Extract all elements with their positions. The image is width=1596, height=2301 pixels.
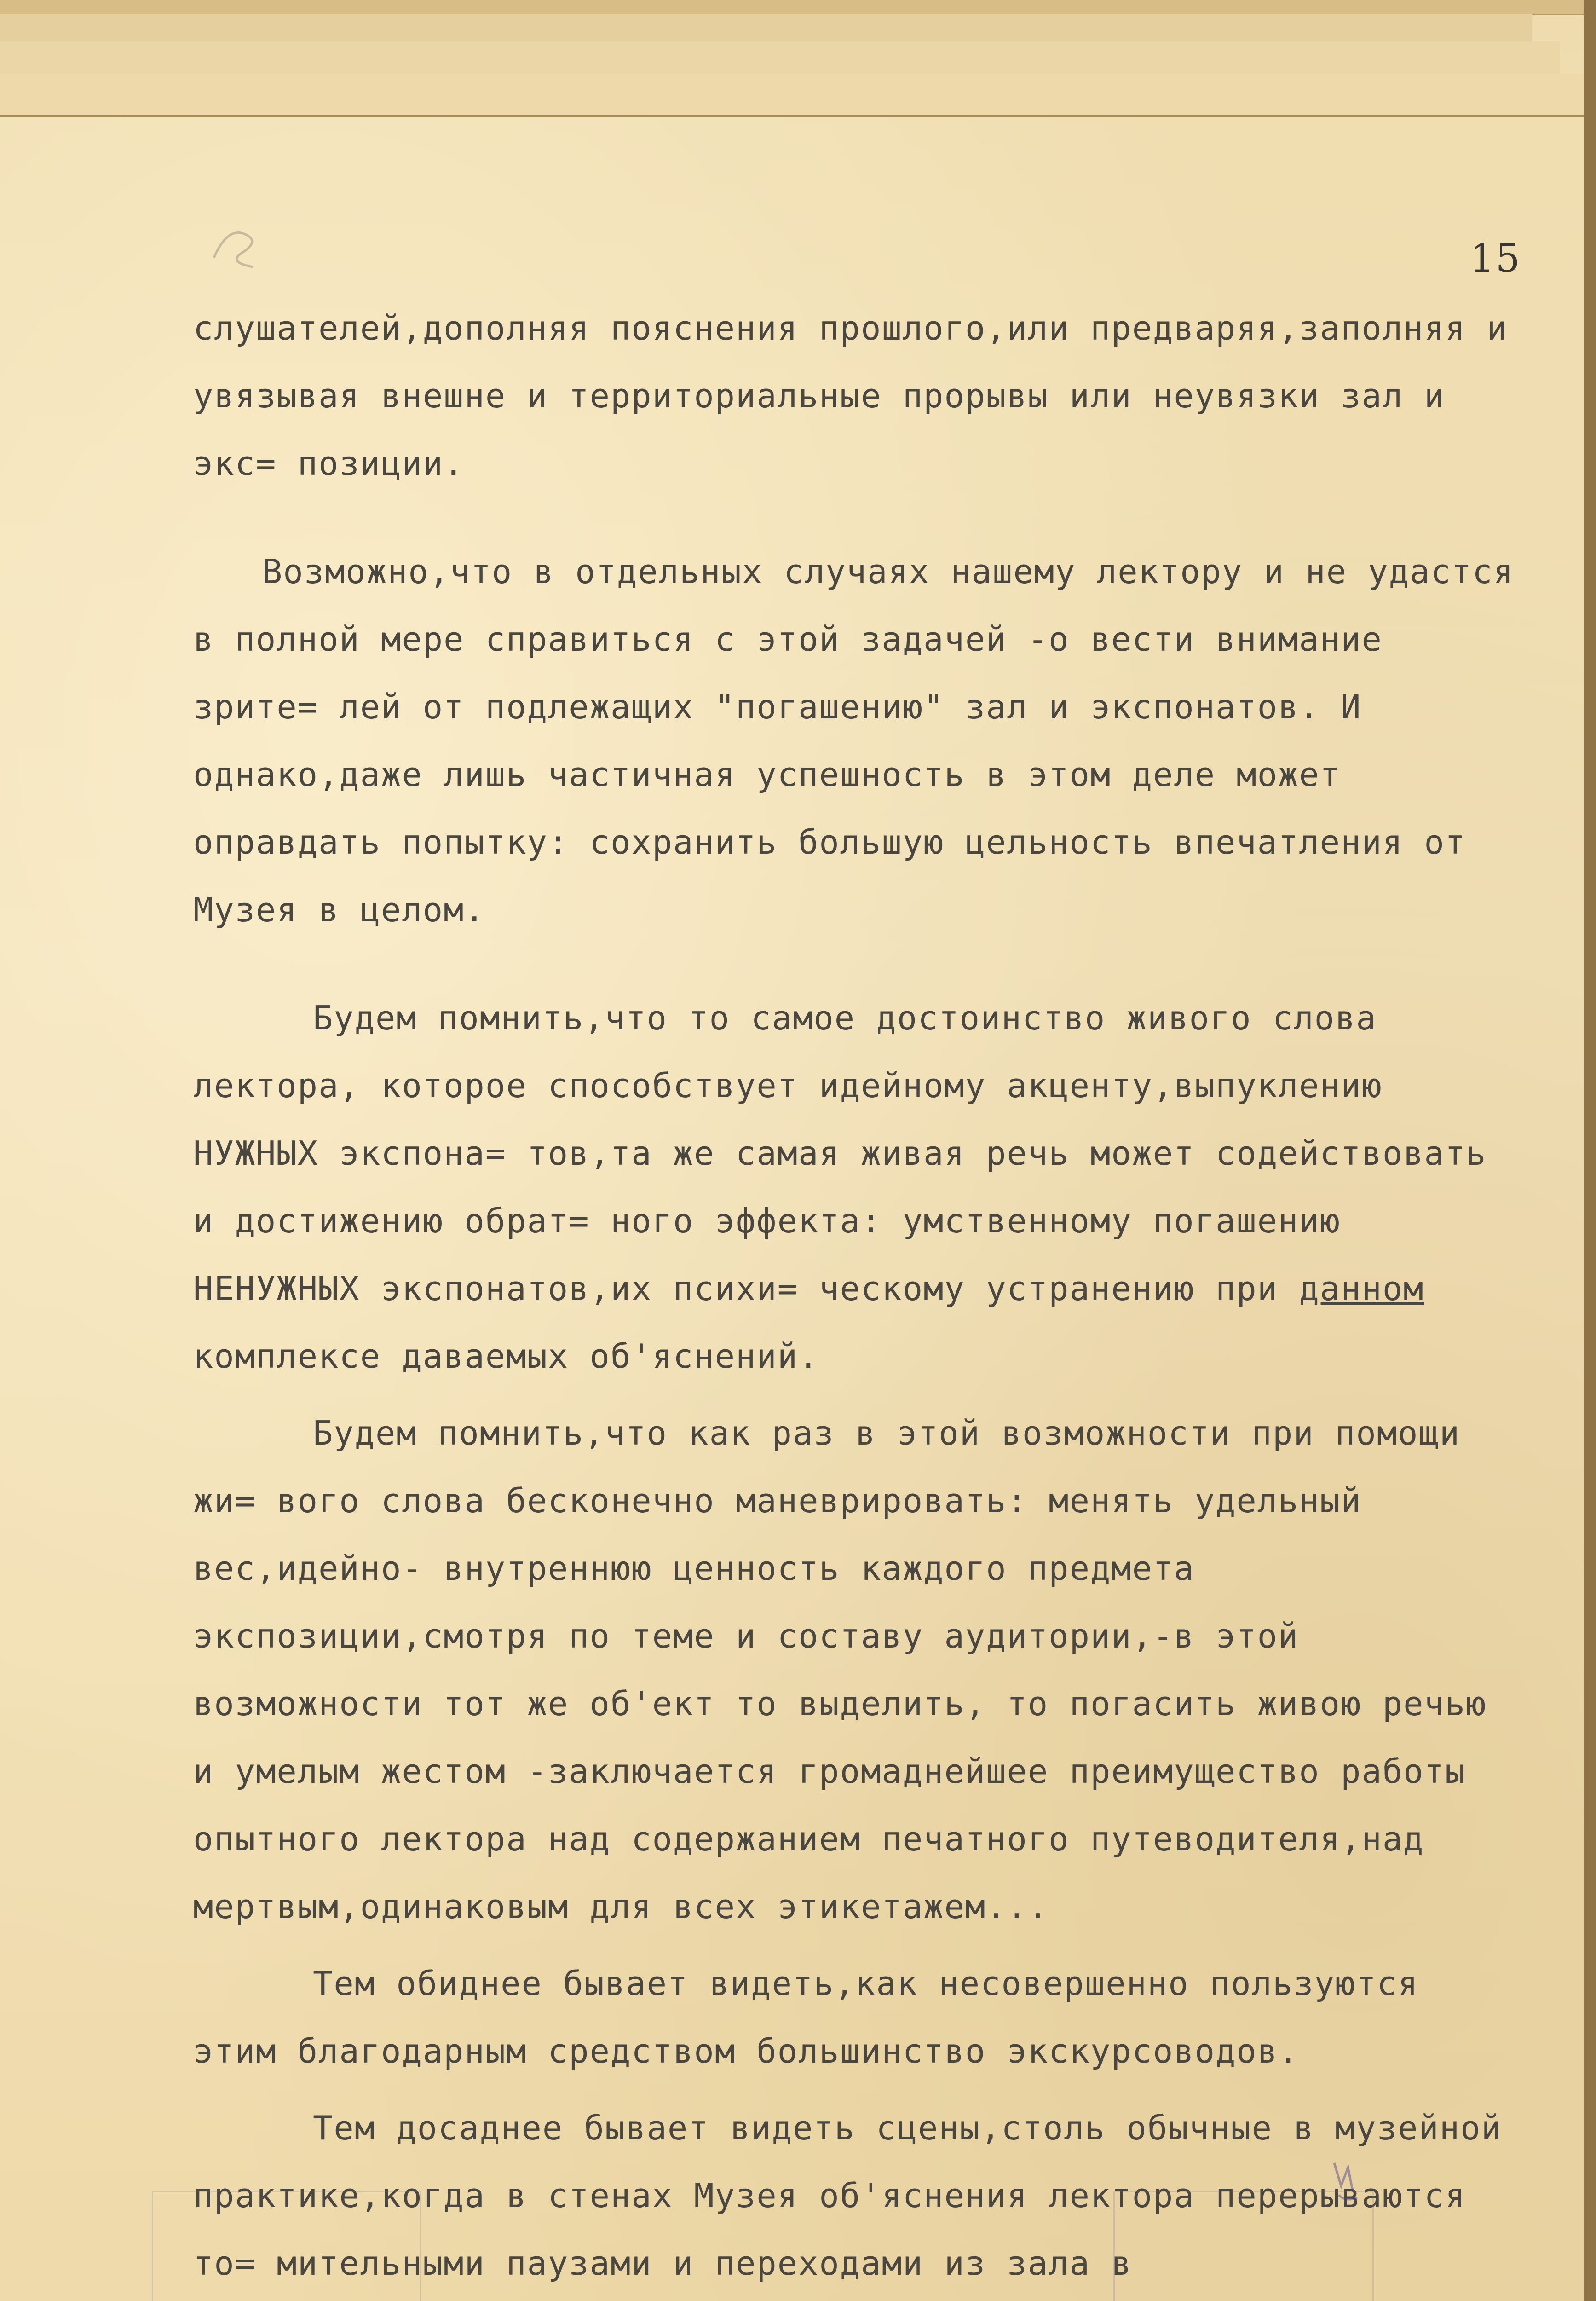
page-number: 15 bbox=[1470, 236, 1521, 281]
paper-edge bbox=[0, 14, 1532, 43]
paper-edge bbox=[0, 0, 1596, 15]
pencil-mark-icon bbox=[209, 216, 274, 272]
paper-edge bbox=[0, 74, 1596, 117]
paragraph: Тем обиднее бывает видеть,как несовершенно пользуются этим благодарным средством большинство экскурсоводов. bbox=[193, 1964, 1419, 2070]
paper-edge bbox=[0, 41, 1560, 75]
paragraph: Будем помнить,что как раз в этой возможности при помощи жи= вого слова бесконечно маневрировать: менять удельный вес,идейно- внутреннюю ценность каждого предмета экспозиции,смотря по теме и составу аудитории,-в этой возможности тот же об'ект то выделить, то погасить живою речью и умелым жестом -заключается громаднейшее преимущество работы опытного лектора над содержанием печатного путеводителя,над мертвым,одинаковым для всех этикетажем... bbox=[193, 1414, 1487, 1926]
archive-stamp bbox=[152, 2191, 421, 2301]
page-border bbox=[1584, 0, 1596, 2301]
paragraph-text: Будем помнить,что то самое достоинство живого слова лектора, которое способствует идейному акценту,выпуклению НУЖНЫХ экспона= тов,та же самая живая речь может содействовать и достижению обрат= ного эффекта: умственному погашению НЕНУЖНЫХ экспонатов,их психи= ческому устранению при bbox=[193, 999, 1487, 1308]
paragraph: Тем досаднее бывает видеть сцены,столь обычные в музейной практике,когда в стенах Музея об'яснения лектора перерываются то= мительными паузами и переходами из зала в bbox=[193, 2109, 1502, 2283]
paragraph bbox=[193, 984, 1518, 1390]
typed-text-body bbox=[193, 295, 1518, 2301]
paragraph: слушателей,дополняя пояснения прошлого,или предваряя,заполняя и увязывая внешне и территориальные прорывы или неувязки зал и экс= позиции. bbox=[193, 309, 1508, 483]
ink-scribble-icon bbox=[1325, 2158, 1366, 2209]
paragraph-text: комплексе даваемых об'яснений. bbox=[193, 1337, 819, 1376]
paragraph: Возможно,что в отдельных случаях нашему лектору и не удастся в полной мере справиться с этой задачей -о вести внимание зрите= лей от подлежащих "погашению" зал и экспонатов. И однако,даже лишь частичная успешность в этом деле может оправдать попытку: сохранить большую цельность впечатления от Музея в целом. bbox=[193, 552, 1514, 929]
underlined-word: данном bbox=[1299, 1269, 1424, 1308]
